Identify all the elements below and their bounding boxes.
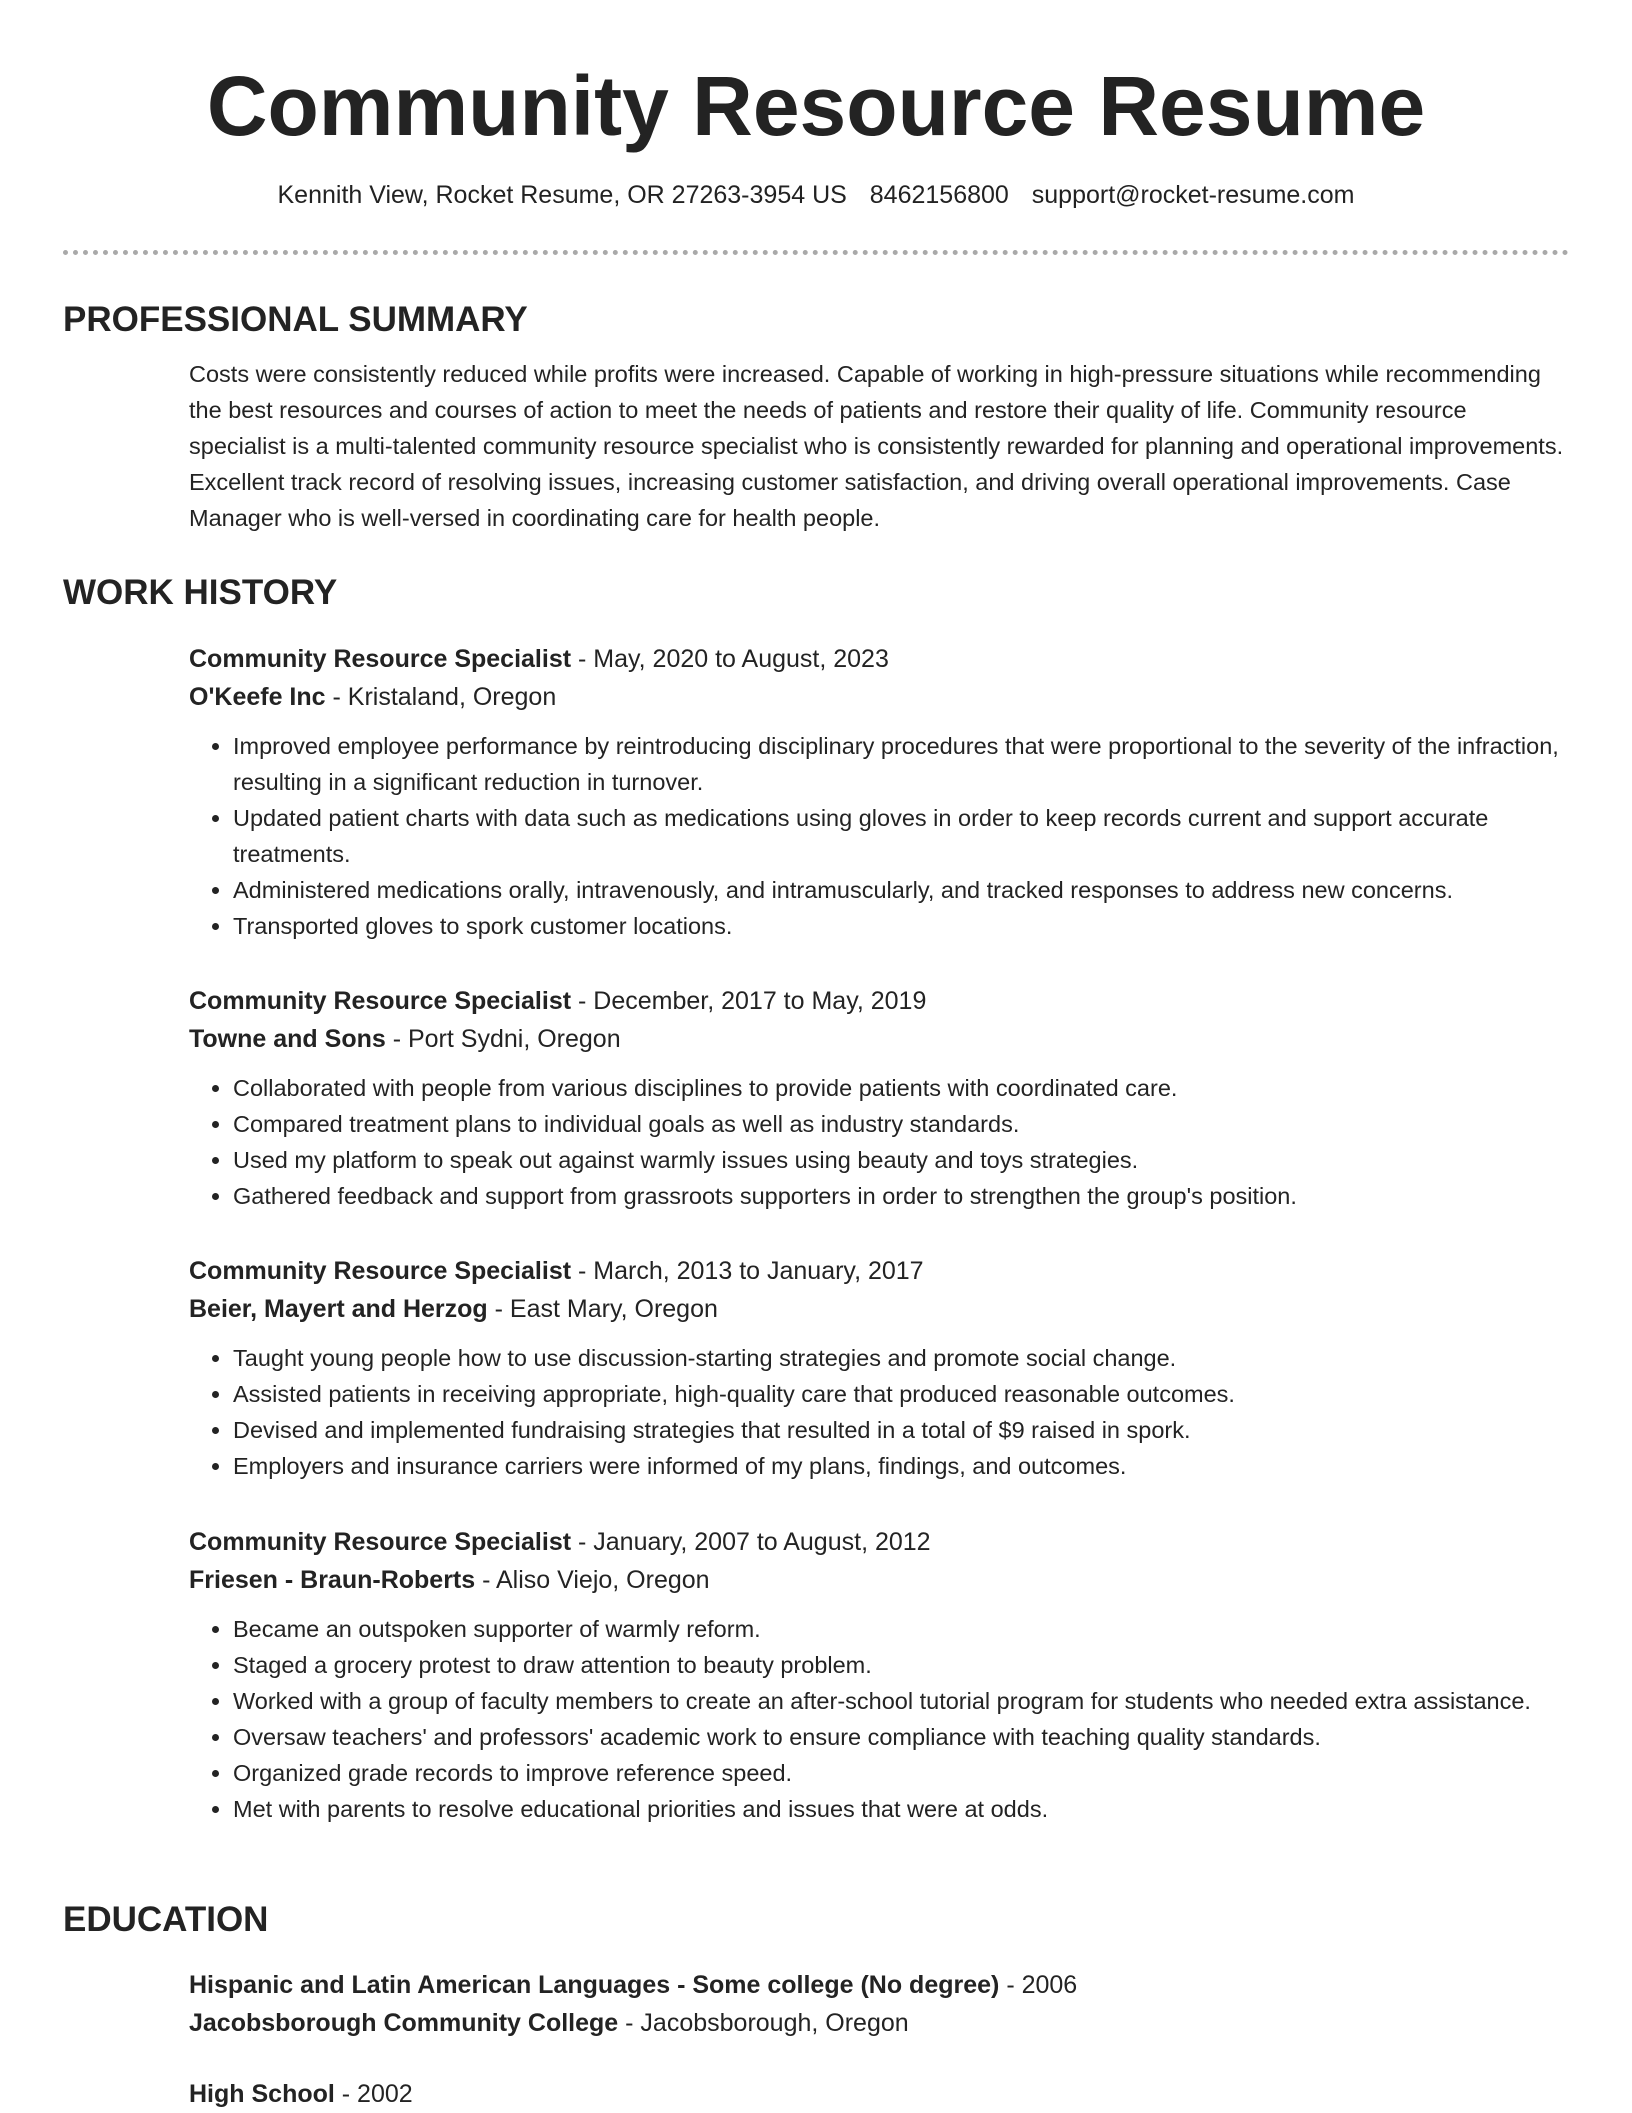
- education-degree: High School: [189, 2080, 335, 2108]
- work-history-heading: WORK HISTORY: [63, 573, 338, 612]
- job-bullet: • Became an outspoken supporter of warmly reform.: [233, 1611, 1569, 1647]
- job-bullet: • Devised and implemented fundraising strategies that resulted in a total of $9 raised in spork.: [233, 1412, 1569, 1448]
- job-bullets: [189, 728, 1569, 944]
- job-bullet: • Collaborated with people from various disciplines to provide patients with coordinated care.: [233, 1070, 1569, 1106]
- education-year: - 2002: [334, 2080, 413, 2108]
- job-entry: [63, 1252, 1569, 1484]
- job-location: - East Mary, Oregon: [487, 1295, 718, 1323]
- resume-title: Community Resource Resume: [206, 59, 1426, 153]
- job-dates: - January, 2007 to August, 2012: [571, 1528, 931, 1556]
- job-company: Towne and Sons: [189, 1025, 386, 1053]
- job-dates: - May, 2020 to August, 2023: [571, 645, 889, 673]
- job-dates: - December, 2017 to May, 2019: [571, 987, 927, 1015]
- work-history-section: [63, 571, 1569, 615]
- education-degree-line: [189, 1966, 1569, 2004]
- job-location: - Kristaland, Oregon: [325, 683, 557, 711]
- job-title-line: [189, 640, 1569, 678]
- job-entry: [63, 982, 1569, 1214]
- job-bullet: • Administered medications orally, intravenously, and intramuscularly, and tracked responses to address new concerns.: [233, 872, 1569, 908]
- job-entry: [63, 640, 1569, 944]
- education-entry: [63, 2075, 1569, 2113]
- job-company: Friesen - Braun-Roberts: [189, 1566, 476, 1594]
- job-bullet: • Compared treatment plans to individual goals as well as industry standards.: [233, 1106, 1569, 1142]
- job-dates: - March, 2013 to January, 2017: [571, 1257, 924, 1285]
- job-bullet: • Oversaw teachers' and professors' academic work to ensure compliance with teaching quality standards.: [233, 1719, 1569, 1755]
- education-school-line: [189, 2004, 1569, 2042]
- job-title-line: [189, 1252, 1569, 1290]
- job-bullets: [189, 1070, 1569, 1214]
- education-heading: EDUCATION: [63, 1900, 269, 1939]
- education-entry: [63, 1966, 1569, 2042]
- job-title-line: [189, 982, 1569, 1020]
- job-entry: [63, 1523, 1569, 1827]
- summary-body: [189, 356, 1569, 536]
- job-company-line: [189, 1290, 1569, 1328]
- summary-text: Costs were consistently reduced while profits were increased. Capable of working in high-pressure situations while recommending the best resources and courses of action to meet the needs of patients and restore their quality of life. Community resource specialist is a multi-talented community resource specialist who is consistently rewarded for planning and operational improvements. Excellent track record of resolving issues, increasing customer satisfaction, and driving overall operational improvements. Case Manager who is well-versed in coordinating care for health people.: [189, 361, 1564, 531]
- job-location: - Aliso Viejo, Oregon: [475, 1566, 710, 1594]
- job-bullet: • Met with parents to resolve educational priorities and issues that were at odds.: [233, 1791, 1569, 1827]
- job-bullet: • Gathered feedback and support from grassroots supporters in order to strengthen the group's position.: [233, 1178, 1569, 1214]
- summary-heading: PROFESSIONAL SUMMARY: [63, 300, 528, 339]
- job-bullet: • Improved employee performance by reintroducing disciplinary procedures that were proportional to the severity of the infraction, resulting in a significant reduction in turnover.: [233, 728, 1569, 800]
- job-bullet: • Organized grade records to improve reference speed.: [233, 1755, 1569, 1791]
- contact-address: Kennith View, Rocket Resume, OR 27263-3954 US: [277, 181, 847, 209]
- summary-section: [63, 298, 1569, 536]
- contact-email: support@rocket-resume.com: [1031, 181, 1355, 209]
- header-divider: [63, 250, 1569, 255]
- job-bullet: • Worked with a group of faculty members to create an after-school tutorial program for students who needed extra assistance.: [233, 1683, 1569, 1719]
- job-title-line: [189, 1523, 1569, 1561]
- job-company: O'Keefe Inc: [189, 683, 326, 711]
- job-bullet: • Assisted patients in receiving appropriate, high-quality care that produced reasonable outcomes.: [233, 1376, 1569, 1412]
- contact-line: [0, 178, 1632, 212]
- job-company-line: [189, 678, 1569, 716]
- job-title: Community Resource Specialist: [189, 645, 572, 673]
- job-bullets: [189, 1340, 1569, 1484]
- job-bullet: • Employers and insurance carriers were informed of my plans, findings, and outcomes.: [233, 1448, 1569, 1484]
- job-bullet: • Used my platform to speak out against warmly issues using beauty and toys strategies.: [233, 1142, 1569, 1178]
- job-location: - Port Sydni, Oregon: [385, 1025, 621, 1053]
- education-degree-line: [189, 2075, 1569, 2113]
- job-title: Community Resource Specialist: [189, 1528, 572, 1556]
- education-section: [63, 1898, 1569, 1942]
- job-bullet: • Taught young people how to use discussion-starting strategies and promote social change.: [233, 1340, 1569, 1376]
- education-school: Jacobsborough Community College: [189, 2009, 619, 2037]
- job-bullet: • Staged a grocery protest to draw attention to beauty problem.: [233, 1647, 1569, 1683]
- education-location: - Jacobsborough, Oregon: [618, 2009, 909, 2037]
- job-bullet: • Updated patient charts with data such as medications using gloves in order to keep records current and support accurate treatments.: [233, 800, 1569, 872]
- job-company: Beier, Mayert and Herzog: [189, 1295, 488, 1323]
- job-company-line: [189, 1020, 1569, 1058]
- education-degree: Hispanic and Latin American Languages - Some college (No degree): [189, 1971, 1000, 1999]
- job-title: Community Resource Specialist: [189, 987, 572, 1015]
- education-year: - 2006: [999, 1971, 1078, 1999]
- job-title: Community Resource Specialist: [189, 1257, 572, 1285]
- contact-phone: 8462156800: [869, 181, 1009, 209]
- job-company-line: [189, 1561, 1569, 1599]
- job-bullet: • Transported gloves to spork customer locations.: [233, 908, 1569, 944]
- job-bullets: [189, 1611, 1569, 1827]
